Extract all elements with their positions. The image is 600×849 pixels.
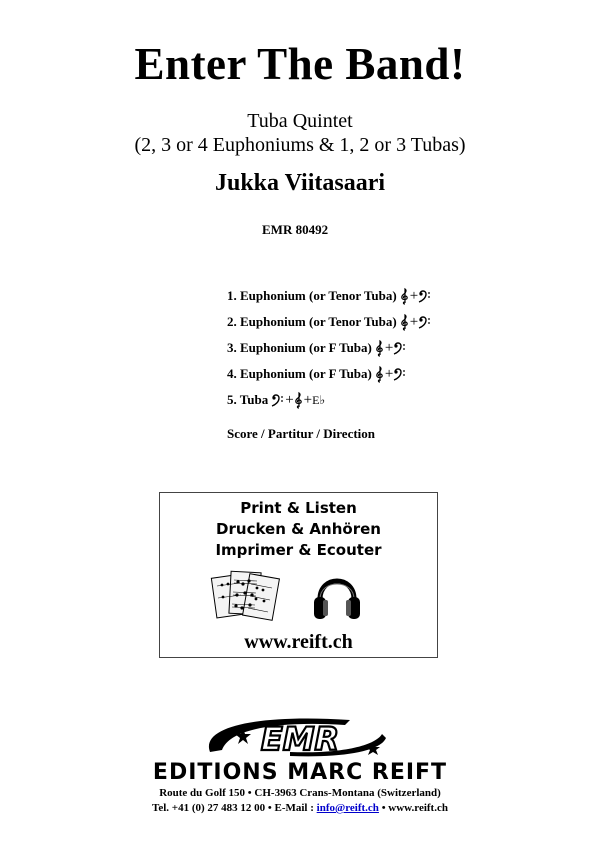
email-link[interactable]: info@reift.ch bbox=[316, 802, 379, 814]
subtitle: Tuba Quintet bbox=[247, 110, 353, 132]
part-label: 3. Euphonium (or F Tuba) bbox=[227, 340, 372, 355]
treble-clef-icon bbox=[400, 287, 410, 305]
part-label: 2. Euphonium (or Tenor Tuba) bbox=[227, 314, 397, 329]
bass-clef-icon bbox=[393, 367, 407, 381]
part-item: 3. Euphonium (or F Tuba) + bbox=[227, 339, 407, 357]
composer-name: Jukka Viitasaari bbox=[214, 170, 386, 196]
bass-clef-icon bbox=[393, 341, 407, 355]
promo-line-3: Imprimer & Ecouter bbox=[215, 541, 382, 559]
treble-clef-icon bbox=[375, 339, 385, 357]
contact-suffix: • www.reift.ch bbox=[378, 802, 448, 814]
instrumentation: (2, 3 or 4 Euphoniums & 1, 2 or 3 Tubas) bbox=[134, 134, 466, 156]
part-item: 1. Euphonium (or Tenor Tuba) + bbox=[227, 287, 432, 305]
sheet-music-icon bbox=[210, 568, 280, 629]
promo-line-2: Drucken & Anhören bbox=[216, 520, 381, 538]
publisher-brand: EDITIONS MARC REIFT bbox=[152, 760, 448, 785]
part-label: 1. Euphonium (or Tenor Tuba) bbox=[227, 288, 397, 303]
e-flat-label: E♭ bbox=[312, 392, 326, 407]
bass-clef-icon bbox=[271, 393, 285, 407]
part-label: 4. Euphonium (or F Tuba) bbox=[227, 366, 372, 381]
headphones-icon bbox=[312, 569, 362, 630]
score-note: Score / Partitur / Direction bbox=[227, 426, 376, 441]
bass-clef-icon bbox=[418, 289, 432, 303]
promo-line-1: Print & Listen bbox=[240, 499, 357, 517]
part-item: 5. Tuba + + E♭ bbox=[227, 391, 326, 408]
treble-clef-icon bbox=[400, 313, 410, 331]
logo-text: EMR bbox=[260, 720, 340, 758]
part-item: 4. Euphonium (or F Tuba) + bbox=[227, 365, 407, 383]
treble-clef-icon bbox=[294, 391, 304, 409]
website-url[interactable]: www.reift.ch bbox=[244, 631, 353, 653]
treble-clef-icon bbox=[375, 365, 385, 383]
part-item: 2. Euphonium (or Tenor Tuba) + bbox=[227, 313, 432, 331]
bass-clef-icon bbox=[418, 315, 432, 329]
publisher-contact bbox=[0, 802, 600, 814]
page-title: Enter The Band! bbox=[134, 39, 466, 89]
publisher-address: Route du Golf 150 • CH-3963 Crans-Montana (Switzerland) bbox=[159, 787, 441, 799]
catalog-number: EMR 80492 bbox=[262, 222, 329, 237]
part-label: 5. Tuba bbox=[227, 392, 269, 407]
contact-prefix: Tel. +41 (0) 27 483 12 00 • E-Mail : bbox=[152, 802, 317, 814]
print-listen-box bbox=[159, 492, 438, 658]
emr-logo bbox=[150, 712, 450, 765]
